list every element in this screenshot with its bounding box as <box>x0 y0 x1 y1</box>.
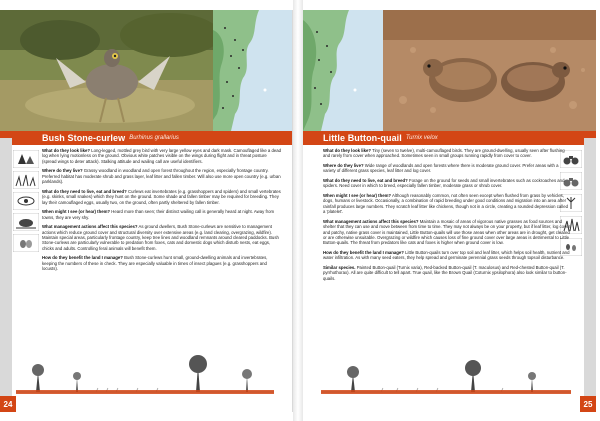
species-description <box>323 148 571 285</box>
bush-stone-curlew-distribution-map <box>213 10 293 131</box>
section-text: Bush Stone-curlews hunt small, ground-dwelling animals and invertebrates, keeping the numbers of these in check. They are especially valuable in times of insect plagues (e.g. grasshoppers and locusts). <box>42 255 268 272</box>
description-paragraph <box>42 209 282 220</box>
section-text: Heard more than seen; their distinct wailing call is generally heard at night. Away from towns, they are very shy. <box>42 209 275 220</box>
section-text: Grassy woodland in woodland and open forest throughout the region, especially frontage country. Preferred habitat has moderate shrub and grass layer, leaf litter and fallen timber. Will also use more open country (e.g. urban parklands). <box>42 168 281 185</box>
section-heading: What management actions affect this species? <box>42 224 138 230</box>
description-paragraph <box>323 250 571 261</box>
right-page <box>303 10 596 412</box>
species-scientific-name: Burhinus grallarius <box>129 135 179 141</box>
description-paragraph <box>323 219 571 246</box>
section-text: Maintain a mosaic of areas of vigorous native grasses as food sources and shelter that they can use and move between from time to time. They may not always be on your property, but if leaf litter, log cover and patchy, native grass cover is maintained, Little Button-quails will use those areas when other areas are in drought, get cleared or are otherwise unsuitable. Overgrazing or wildfire which causes loss of fine ground cover over large areas is detrimental to Little Button-quails. The threat from predators like cats and foxes is higher when ground cover is low. <box>323 218 571 246</box>
habitat-landscape-strip <box>321 348 571 406</box>
section-heading: How do they benefit the land I manage? <box>42 255 123 261</box>
woodland-habitat-icon <box>13 150 39 168</box>
page-number: 24 <box>0 396 16 412</box>
habitat-icons-column <box>13 150 39 255</box>
bush-stone-curlew-photo <box>0 10 213 131</box>
left-page <box>0 10 293 412</box>
description-paragraph <box>42 255 282 271</box>
section-text: Curlews eat invertebrates (e.g. grasshoppers and spiders) and small vertebrates (e.g. skinks, small snakes) which they hunt on the ground. Some shade and fallen timber may be required for breeding. They lay their camouflaged eggs, usually two, on the ground, often partly sheltered by fallen timber. <box>42 188 281 205</box>
little-button-quail-photo <box>383 10 596 131</box>
section-text: Wide range of woodlands and open forests where there is moderate ground cover. Prefer areas with a variety of different grass species, leaf litter and log cover. <box>323 163 559 174</box>
grassland-habitat-icon <box>13 171 39 189</box>
species-title-bar <box>303 131 596 145</box>
section-text: Tiny (seven to twelve), multi-camouflaged birds. They are ground-dwelling, usually seen after flushing and rarely from cover when approached. Sometimes seen in small groups running rapidly from cover to cover. <box>323 148 565 159</box>
section-heading: What do they need to live, eat and breed? <box>42 188 127 194</box>
page-sidebar <box>584 138 596 412</box>
section-text: Long-legged, mottled grey bird with very large yellow eyes and dark mask. Camouflaged like a dead log when lying motionless on the ground. Obvious white patches visible on the wings during flight and in threat posture (spread wings to deter attack). Stalking attitude and wailing call are useful identifiers. <box>42 148 282 164</box>
species-scientific-name: Turnix velox <box>405 135 438 141</box>
section-heading: When might I see (or hear) them? <box>323 193 392 198</box>
section-text: Painted Button-quail (Turnix varia), Red-backed Button-quail (T. maculosus) and Red-chested Button-quail (T. pyrrhothorax). All are quite difficult to tell apart. True quail, like the Brown Quail (Coturnix ypsilophora) also look similar to button-quails. <box>323 265 567 281</box>
section-heading: When might I see (or hear) them? <box>42 209 111 215</box>
section-heading: What do they look like? <box>42 148 90 153</box>
species-title-bar <box>0 131 293 145</box>
description-paragraph <box>42 168 282 184</box>
section-text: Little Button-quails turn over top soil and leaf litter, which helps soil health, nutrient and water infiltration. As with many seed eaters, they help spread and germinate perennial grass seeds through topsoil disturbance. <box>323 250 570 261</box>
section-heading: What do they need to live, eat and breed? <box>323 178 408 183</box>
description-paragraph <box>323 148 571 159</box>
page-number: 25 <box>580 396 596 412</box>
section-heading: Where do they live? <box>323 163 364 168</box>
description-paragraph <box>42 148 282 164</box>
section-heading: What management actions affect this species? <box>323 218 419 224</box>
section-heading: Where do they live? <box>42 168 83 174</box>
section-text: Forage on the ground for seeds and small invertebrates such as cockroaches and spiders. Need cover in which to breed, especially fallen timber, moderate grass or shrub cover. <box>323 178 565 189</box>
little-button-quail-distribution-map <box>303 10 383 131</box>
description-paragraph <box>323 265 571 281</box>
section-heading: How do they benefit the land I manage? <box>323 250 404 256</box>
section-text: Although reasonably common, not often seen except when flushed from grass by vehicles, dogs, humans or livestock. Occasionally, a combination of rapid breeding under good conditions and migration into an area after rainfall produces large numbers. They scratch leaf litter like chickens, though not in a circle, creating a rounded depression called a 'platelet'. <box>323 193 568 215</box>
description-paragraph <box>323 178 571 189</box>
habitat-landscape-strip <box>16 348 274 406</box>
species-description <box>42 148 282 276</box>
description-paragraph <box>42 189 282 205</box>
description-paragraph <box>323 193 571 215</box>
page-sidebar <box>0 138 12 412</box>
ground-dwelling-icon <box>13 213 39 231</box>
night-eye-icon <box>13 192 39 210</box>
book-gutter <box>293 0 303 421</box>
description-paragraph <box>323 163 571 174</box>
section-text: As ground dwellers, Bush Stone-curlews are sensitive to management actions which reduce ground cover and structural diversity over extensive areas (e.g. land clearing, overgrazing, wildfire). Maintain special areas, particularly frontage country, keep tree lines and woodland remnants around cleared paddocks. Bush Stone-curlews are particularly vulnerable to predation from foxes, cats and domestic dogs which disturb nests, eat eggs, chicks and adults. Controlling feral animals will benefit them. <box>42 224 279 251</box>
section-heading: What do they look like? <box>323 148 371 153</box>
description-paragraph <box>42 224 282 251</box>
species-common-name: Little Button-quail <box>323 133 402 143</box>
section-heading: Similar species. <box>323 265 356 271</box>
nest-egg-icon <box>13 234 39 252</box>
species-common-name: Bush Stone-curlew <box>42 133 126 143</box>
